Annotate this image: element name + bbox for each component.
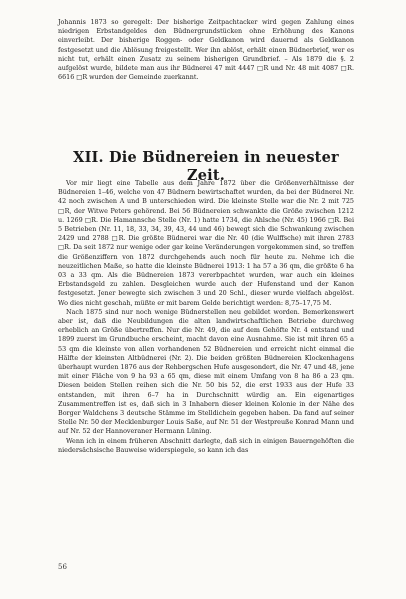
body-text-block [58, 179, 354, 455]
page-number: 56 [58, 563, 67, 571]
body-paragraph-2: Nach 1875 sind nur noch wenige Büdnerstellen neu gebildet worden. Bemerkenswert aber ist, daß die Neubildungen die alten landwirtschaftlichen Betriebe durchweg erheblich an Größe übertreffen. Nur die Nr. 49, die auf dem Gehöfte Nr. 4 entstand und 1899 zuerst im Grundbuche erscheint, macht davon eine Ausnahme. Sie ist mit ihren 65 a 53 qm die kleinste von allen vorhandenen 52 Büdnereien und erreicht nicht einmal die Hälfte der kleinsten Altbüdnerei (Nr. 2). Die beiden größten Büdnereien Klockenhagens überhaupt wurden 1876 aus der Rehbergschen Hufe ausgesondert, die Nr. 47 und 48, jene mit einer Fläche von 9 ha 93 a 65 qm, diese mit einem Umfang von 8 ha 86 a 23 qm. Diesen beiden Stellen reihen sich die Nr. 50 bis 52, die erst 1933 aus der Hufe 33 entstanden, mit ihren 6–7 ha in Durchschnitt würdig an. Ein eigenartiges Zusammentreffen ist es, daß sich in 3 Inhabern dieser kleinen Kolonie in der Nähe des Borger Waldchens 3 deutsche Stämme im Stelldichein gegeben haben. Da fand auf seiner Stelle Nr. 50 der Mecklenburger Louis Saße, auf Nr. 51 der Westpreuße Konrad Mann und auf Nr. 52 der Hannoveraner Hermann Lüning. [58, 307, 354, 436]
top-paragraph: Johannis 1873 so geregelt: Der bisherige Zeitpachtacker wird gegen Zahlung eines niedrigen Erbstandgeldes den Büdnergrundstücken ohne Erhöhung des Kanons einverleibt. Der bisherige Roggen- oder Geldkanon wird dauernd als Geldkanon festgesetzt und die Ablösung freigestellt. Wer ihn ablöst, erhält einen Büdnerbrief, wer es nicht tut, erhält einen Zusatz zu seinem bisherigen Grundbrief. – Als 1879 die §. 2 aufgelöst wurde, bildete man aus ihr Büdnerei 47 mit 4447 □R und Nr. 48 mit 4087 □R. 6616 □R wurden der Gemeinde zuerkannt. [58, 18, 354, 82]
top-text-block [58, 18, 354, 82]
body-paragraph-1: Vor mir liegt eine Tabelle aus dem Jahre 1872 über die Größenverhältnisse der Büdnereien 1–46, welche von 47 Büdnern bewirtschaftet wurden, da bei der Büdnerei Nr. 42 noch zwischen A und B unterschieden wird. Die kleinste Stelle war die Nr. 2 mit 725 □R, der Witwe Peters gehörend. Bei 56 Büdnereien schwankte die Größe zwischen 1212 u. 1269 □R. Die Hamannsche Stelle (Nr. 1) hatte 1734, die Ahlsche (Nr. 45) 1966 □R. Bei 5 Betrieben (Nr. 11, 18, 33, 34, 39, 43, 44 und 46) bewegt sich die Schwankung zwischen 2429 und 2788 □R. Die größte Büdnerei war die Nr. 40 (die Wulffsche) mit ihren 2783 □R. Da seit 1872 nur wenige oder gar keine Veränderungen vorgekommen sind, so treffen die Größenziffern von 1872 durchgehends auch noch für heute zu. Nehme ich die neuzeitlichen Maße, so hatte die kleinste Büdnerei 1913: 1 ha 57 a 36 qm, die größte 6 ha 03 a 33 qm. Als die Büdnereien 1873 vererbpachtet wurden, war auch ein kleines Erbstandsgeld zu zahlen. Desgleichen wurde auch der Hufenstand und der Kanon festgesetzt. Jener bewegte sich zwischen 3 und 20 Schl., dieser wurde vielfach abgelöst. Wo dies nicht geschah, müßte er mit barem Gelde berichtigt werden: 8,75–17,75 M. [58, 179, 354, 307]
body-paragraph-3: Wenn ich in einem früheren Abschnitt darlegte, daß sich in einigen Bauerngehöften die niedersächsische Bauweise widerspiegele, so kann ich das [58, 436, 354, 454]
section-heading: XII. Die Büdnereien in neuester Zeit. [73, 149, 339, 184]
